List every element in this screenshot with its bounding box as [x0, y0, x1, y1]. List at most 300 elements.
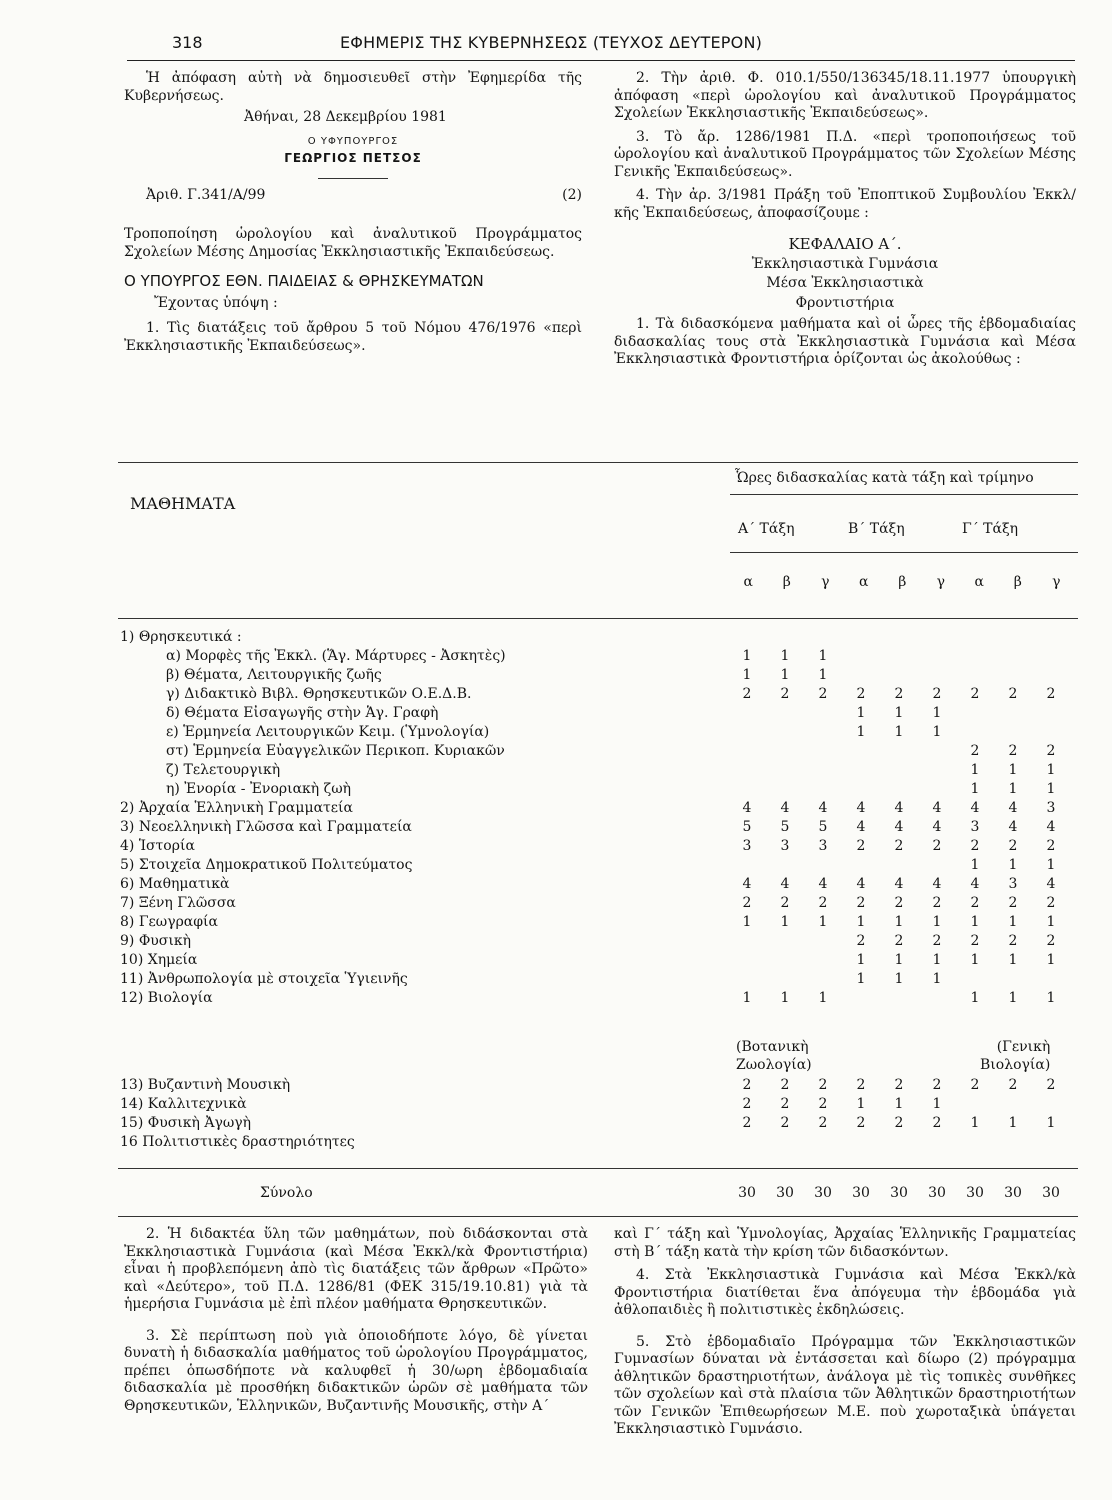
hours-cell: 1	[780, 667, 790, 683]
hours-cell: 2	[1046, 1077, 1056, 1093]
paragraph-2: 2. Ἡ διδακτέα ὕλη τῶν μαθημάτων, ποὺ διδάσκονται στὰ Ἐκκλησιαστικὰ Γυμνάσια (καὶ Μέσα Ἐκκλ/κὰ Φροντιστήρια) εἶναι ἡ προβλεπόμενη ἀπὸ τὶς διατάξεις τῶν ἄρθρων «Πρῶτο» καὶ «Δεύτερο», τοῦ Π.Δ. 1286/81 (ΦΕΚ 315/19.10.81) γιὰ τὰ ἡμερήσια Γυμνάσια μὲ ἐπὶ πλέον μαθήματα Θρησκευτικῶν.	[124, 1226, 588, 1312]
hours-cell	[766, 970, 804, 989]
term-header: α	[743, 574, 753, 590]
subject-label: 7) Ξένη Γλῶσσα	[120, 895, 236, 911]
hours-cell: 2	[894, 1077, 904, 1093]
hours-cell: 1	[780, 914, 790, 930]
subject-label: 5) Στοιχεῖα Δημοκρατικοῦ Πολιτεύματος	[120, 857, 413, 873]
hours-cell	[804, 761, 842, 780]
hours-cell	[994, 723, 1032, 742]
hours-cell: 2	[894, 895, 904, 911]
table-row	[118, 742, 1070, 761]
hours-cell	[728, 951, 766, 970]
hours-cell: 4	[932, 800, 942, 816]
hours-cell	[880, 628, 918, 647]
hours-cell	[956, 666, 994, 685]
chapter-subheading-3: Φροντιστήρια	[795, 294, 895, 311]
subject-label: 3) Νεοελληνικὴ Γλῶσσα καὶ Γραμματεία	[120, 819, 412, 835]
hours-cell: 2	[1008, 838, 1018, 854]
hours-cell: 2	[1008, 933, 1018, 949]
subject-label: γ) Διδακτικὸ Βιβλ. Θρησκευτικῶν Ο.Ε.Δ.Β.	[166, 686, 472, 702]
hours-cell: 2	[742, 1096, 752, 1112]
hours-cell: 1	[742, 648, 752, 664]
totals-row	[118, 1184, 1070, 1203]
table-row	[118, 685, 1070, 704]
hours-cell: 5	[742, 819, 752, 835]
hours-cell: 4	[856, 876, 866, 892]
having-regard: Ἔχοντας ὑπόψη :	[154, 294, 278, 311]
hours-cell: 2	[780, 1096, 790, 1112]
term-header: β	[782, 574, 791, 590]
hours-cell	[918, 780, 956, 799]
hours-cell	[804, 970, 842, 989]
hours-cell: 4	[742, 800, 752, 816]
term-header: γ	[1052, 574, 1061, 590]
hours-cell: 2	[856, 838, 866, 854]
hours-cell: 1	[932, 952, 942, 968]
hours-cell: 5	[780, 819, 790, 835]
hours-cell: 2	[818, 1077, 828, 1093]
gazette-title: ΕΦΗΜΕΡΙΣ ΤΗΣ ΚΥΒΕΡΝΗΣΕΩΣ (ΤΕΥΧΟΣ ΔΕΥΤΕΡΟΝ)	[340, 33, 763, 52]
hours-cell	[842, 856, 880, 875]
hours-cell	[766, 704, 804, 723]
hours-cell	[918, 742, 956, 761]
hours-cell	[804, 704, 842, 723]
regard-item-4: 4. Τὴν ἀρ. 3/1981 Πράξη τοῦ Ἐποπτικοῦ Συμβουλίου Ἐκκλ/κῆς Ἐκπαιδεύσεως, ἀποφασίζουμε :	[614, 187, 1076, 221]
hours-cell	[918, 1133, 956, 1152]
hours-cell: 4	[742, 876, 752, 892]
regard-item-3: 3. Τὸ ἄρ. 1286/1981 Π.Δ. «περὶ τροποποιήσεως τοῦ ὡρολογίου καὶ ἀναλυτικοῦ Προγράμματος τῶν Σχολείων Μέσης Γενικῆς Ἐκπαιδεύσεως».	[614, 128, 1076, 180]
lower-left-column	[124, 1226, 588, 1415]
hours-cell: 1	[970, 781, 980, 797]
table-row	[118, 856, 1070, 875]
hours-cell: 1	[932, 724, 942, 740]
hours-cell	[956, 647, 994, 666]
hours-cell: 1	[894, 952, 904, 968]
hours-cell: 2	[970, 743, 980, 759]
hours-cell: 1	[1008, 990, 1018, 1006]
table-row	[118, 761, 1070, 780]
term-header: β	[898, 574, 907, 590]
hours-cell: 4	[932, 819, 942, 835]
hours-cell: 2	[894, 933, 904, 949]
hours-cell: 2	[742, 895, 752, 911]
chapter-subheading-1: Ἐκκλησιαστικὰ Γυμνάσια	[751, 255, 939, 272]
hours-cell: 1	[742, 914, 752, 930]
hours-header: Ὧρες διδασκαλίας κατὰ τάξη καὶ τρίμηνο	[735, 470, 1034, 486]
hours-cell	[804, 780, 842, 799]
hours-cell	[728, 742, 766, 761]
table-bottom-rule	[118, 1168, 1078, 1169]
total-cell: 30	[966, 1185, 984, 1201]
hours-cell: 2	[970, 838, 980, 854]
hours-cell	[766, 856, 804, 875]
hours-cell: 1	[1046, 762, 1056, 778]
hours-cell: 2	[894, 686, 904, 702]
term-header: γ	[936, 574, 945, 590]
table-row	[118, 723, 1070, 742]
total-cell: 30	[890, 1185, 908, 1201]
hours-cell: 3	[1046, 800, 1056, 816]
hours-cell: 1	[818, 648, 828, 664]
hours-cell	[728, 970, 766, 989]
hours-cell: 1	[932, 914, 942, 930]
table-row	[118, 970, 1070, 989]
hours-cell	[994, 1133, 1032, 1152]
totals-rule	[118, 1216, 1078, 1217]
class-header-a: Α΄ Τάξη	[738, 521, 795, 537]
hours-cell: 2	[856, 1077, 866, 1093]
hours-cell: 1	[1046, 1115, 1056, 1131]
hours-cell	[880, 742, 918, 761]
hours-cell: 1	[970, 762, 980, 778]
subject-label: β) Θέματα, Λειτουργικῆς ζωῆς	[166, 667, 382, 683]
hours-cell: 1	[856, 971, 866, 987]
subject-label: 14) Καλλιτεχνικὰ	[120, 1096, 247, 1112]
hours-cell: 2	[894, 838, 904, 854]
subject-label: στ) Ἑρμηνεία Εὐαγγελικῶν Περικοπ. Κυριακῶν	[166, 743, 505, 759]
decision-index: (2)	[562, 186, 582, 203]
decision-heading	[124, 187, 582, 205]
hours-cell: 1	[894, 971, 904, 987]
hours-cell	[728, 628, 766, 647]
table-row	[118, 704, 1070, 723]
hours-cell: 4	[970, 800, 980, 816]
paragraph-5: 5. Στὸ ἑβδομαδιαῖο Πρόγραμμα τῶν Ἐκκλησιαστικῶν Γυμνασίων δύναται νὰ ἐντάσσεται καὶ δίωρο (2) πρόγραμμα ἀθλητικῶν δραστηριοτήτων, ἀνάλογα μὲ τὶς τοπικὲς συνθῆκες τῶν σχολείων καὶ στὰ πλαίσια τῶν Ἀθλητικῶν δραστηριοτήτων τῶν Γενικῶν Ἐπιθεωρήσεων Μ.Ε. ποὺ χωροταξικὰ ὑπάγεται Ἐκκλησιαστικὸ Γυμνάσιο.	[614, 1333, 1076, 1437]
hours-cell: 2	[856, 686, 866, 702]
hours-cell: 1	[970, 857, 980, 873]
hours-cell: 4	[970, 876, 980, 892]
hours-cell	[994, 647, 1032, 666]
hours-cell: 2	[780, 686, 790, 702]
hours-cell	[804, 932, 842, 951]
hours-cell: 1	[932, 971, 942, 987]
regard-item-1: 1. Τὶς διατάξεις τοῦ ἄρθρου 5 τοῦ Νόμου 476/1976 «περὶ Ἐκκλησιαστικῆς Ἐκπαιδεύσεως».	[124, 320, 582, 354]
subject-label: 12) Βιολογία	[120, 990, 213, 1006]
hours-table	[118, 628, 1070, 1008]
paragraph-1: 1. Τὰ διδασκόμενα μαθήματα καὶ οἱ ὧρες τῆς ἑβδομαδιαίας διδασκαλίας τους στὰ Ἐκκλησιαστικὰ Γυμνάσια καὶ Μέσα Ἐκκλησιαστικὰ Φροντιστήρια ὁρίζονται ὡς ἀκολούθως :	[614, 316, 1076, 367]
hours-cell: 1	[894, 1096, 904, 1112]
hours-cell	[728, 780, 766, 799]
hours-cell	[1032, 628, 1070, 647]
hours-cell: 4	[1046, 819, 1056, 835]
hours-cell	[880, 1133, 918, 1152]
hours-cell: 1	[818, 990, 828, 1006]
hours-cell	[1032, 647, 1070, 666]
signer-title: Ο ΥΦΥΠΟΥΡΓΟΣ	[307, 135, 399, 147]
hours-cell	[728, 704, 766, 723]
hours-cell: 2	[780, 1077, 790, 1093]
hours-cell: 4	[1046, 876, 1056, 892]
biology-note-c	[980, 1038, 1050, 1074]
paragraph-4: 4. Στὰ Ἐκκλησιαστικὰ Γυμνάσια καὶ Μέσα Ἐκκλ/κὰ Φροντιστήρια διατίθεται ἕνα ἀπόγευμα τὴν ἑβδομάδα γιὰ ἀθλοπαιδιὲς ἢ πολιτιστικὲς ἐκδηλώσεις.	[614, 1267, 1076, 1318]
subject-label: α) Μορφὲς τῆς Ἐκκλ. (Ἅγ. Μάρτυρες - Ἀσκητὲς)	[166, 648, 506, 664]
hours-cell: 2	[932, 838, 942, 854]
hours-cell	[804, 723, 842, 742]
hours-cell	[880, 780, 918, 799]
decision-number: Ἀριθ. Γ.341/Α/99	[146, 186, 266, 203]
subject-label: 16 Πολιτιστικὲς δραστηριότητες	[120, 1134, 355, 1150]
hours-cell: 4	[856, 819, 866, 835]
hours-cell	[918, 989, 956, 1008]
class-header-rule	[730, 552, 1078, 553]
hours-cell: 2	[1046, 895, 1056, 911]
hours-cell: 2	[932, 1115, 942, 1131]
hours-cell: 1	[970, 914, 980, 930]
hours-cell: 4	[894, 819, 904, 835]
hours-cell	[918, 628, 956, 647]
hours-cell	[994, 704, 1032, 723]
hours-cell: 1	[1046, 857, 1056, 873]
hours-cell	[766, 761, 804, 780]
subject-label: 2) Ἀρχαία Ἑλληνικὴ Γραμματεία	[120, 800, 353, 816]
hours-cell: 1	[780, 990, 790, 1006]
hours-cell: 1	[1046, 990, 1056, 1006]
hours-cell: 1	[818, 667, 828, 683]
signature-divider	[318, 178, 388, 179]
hours-cell	[1032, 1133, 1070, 1152]
hours-cell: 2	[818, 895, 828, 911]
hours-cell	[956, 970, 994, 989]
hours-cell	[842, 989, 880, 1008]
hours-cell: 2	[970, 686, 980, 702]
totals-row-table	[118, 1184, 1070, 1203]
hours-cell	[766, 951, 804, 970]
hours-cell: 2	[818, 1115, 828, 1131]
table-row	[118, 647, 1070, 666]
hours-cell: 4	[932, 876, 942, 892]
hours-cell: 1	[932, 705, 942, 721]
subject-label: ζ) Τελετουργικὴ	[166, 762, 281, 778]
signer-name: ΓΕΩΡΓΙΟΣ ΠΕΤΣΟΣ	[284, 151, 422, 165]
hours-cell: 2	[932, 686, 942, 702]
paragraph-3: 3. Σὲ περίπτωση ποὺ γιὰ ὁποιοδήποτε λόγο, δὲ γίνεται δυνατὴ ἡ διδασκαλία μαθήματος τοῦ ὡρολογίου Προγράμματος, πρέπει ὁπωσδήποτε νὰ καλυφθεῖ ἡ 30/ωρη ἑβδομαδιαία διδασκαλία μὲ προσθήκη διδακτικῶν ὡρῶν σὲ μαθήματα τῶν Θρησκευτικῶν, Ἑλληνικῶν, Βυζαντινῆς Μουσικῆς, στὴν Α΄	[124, 1327, 588, 1414]
hours-cell	[1032, 970, 1070, 989]
subject-label: 11) Ἀνθρωπολογία μὲ στοιχεῖα Ὑγιεινῆς	[120, 971, 408, 987]
hours-cell	[994, 666, 1032, 685]
hours-cell: 2	[742, 1077, 752, 1093]
hours-header-rule	[730, 494, 1078, 495]
hours-cell	[994, 628, 1032, 647]
hours-cell: 2	[932, 1077, 942, 1093]
term-headers	[729, 574, 1076, 592]
chapter-subheading-2: Μέσα Ἐκκλησιαστικὰ	[766, 275, 924, 291]
table-row	[118, 818, 1070, 837]
table-row	[118, 989, 1070, 1008]
hours-cell: 4	[856, 800, 866, 816]
table-top-rule	[118, 462, 1078, 463]
hours-cell	[956, 628, 994, 647]
hours-cell: 2	[742, 1115, 752, 1131]
hours-cell: 2	[856, 1115, 866, 1131]
hours-cell	[918, 761, 956, 780]
hours-cell	[842, 742, 880, 761]
biology-note-c-line2: Βιολογία)	[980, 1057, 1051, 1073]
place-date: Ἀθήναι, 28 Δεκεμβρίου 1981	[244, 109, 447, 125]
hours-cell	[1032, 723, 1070, 742]
total-cell: 30	[1042, 1185, 1060, 1201]
decision-subject: Τροποποίηση ὡρολογίου καὶ ἀναλυτικοῦ Προγράμματος Σχολείων Μέσης Δημοσίας Ἐκκλησιαστικῆς Ἐκπαιδεύσεως.	[124, 226, 582, 260]
biology-note-a-line2: Ζωολογία)	[736, 1057, 812, 1073]
hours-cell: 1	[856, 705, 866, 721]
hours-cell: 1	[1046, 952, 1056, 968]
hours-cell: 5	[818, 819, 828, 835]
total-cell: 30	[852, 1185, 870, 1201]
hours-cell: 2	[1008, 895, 1018, 911]
regard-item-2: 2. Τὴν ἀριθ. Φ. 010.1/550/136345/18.11.1977 ὑπουργικὴ ἀπόφαση «περὶ ὡρολογίου καὶ ἀναλυτικοῦ Προγράμματος Σχολείων Ἐκκλησιαστικῆς Ἐκπαιδεύσεως».	[614, 70, 1076, 121]
hours-cell: 1	[1008, 952, 1018, 968]
hours-cell	[956, 704, 994, 723]
header-rule	[127, 60, 1075, 61]
page-number: 318	[172, 33, 203, 52]
hours-cell	[956, 723, 994, 742]
hours-cell: 1	[970, 1115, 980, 1131]
hours-cell: 2	[932, 933, 942, 949]
table-row	[118, 799, 1070, 818]
hours-cell: 1	[970, 952, 980, 968]
hours-cell	[956, 1095, 994, 1114]
hours-cell	[842, 647, 880, 666]
hours-cell: 2	[1008, 1077, 1018, 1093]
hours-cell: 1	[856, 1096, 866, 1112]
hours-cell: 4	[818, 876, 828, 892]
table-row	[118, 1095, 1070, 1114]
hours-cell	[804, 856, 842, 875]
subject-label: 15) Φυσικὴ Ἀγωγὴ	[120, 1115, 251, 1131]
hours-cell	[918, 666, 956, 685]
table-row	[118, 628, 1070, 647]
table-row	[118, 837, 1070, 856]
hours-cell: 3	[780, 838, 790, 854]
hours-cell	[1032, 704, 1070, 723]
hours-cell: 4	[780, 800, 790, 816]
hours-cell: 1	[932, 1096, 942, 1112]
hours-cell: 1	[1008, 762, 1018, 778]
hours-cell	[766, 780, 804, 799]
hours-cell: 1	[1008, 781, 1018, 797]
hours-cell	[880, 856, 918, 875]
subjects-header: ΜΑΘΗΜΑΤΑ	[130, 494, 236, 513]
hours-cell: 1	[742, 667, 752, 683]
term-header: β	[1013, 574, 1022, 590]
hours-cell	[918, 856, 956, 875]
hours-cell	[766, 932, 804, 951]
hours-cell: 2	[818, 1096, 828, 1112]
hours-cell: 1	[1046, 914, 1056, 930]
subject-label: 9) Φυσικὴ	[120, 933, 191, 949]
class-header-c: Γ΄ Τάξη	[962, 521, 1019, 537]
hours-cell: 2	[1008, 743, 1018, 759]
hours-cell: 1	[742, 990, 752, 1006]
hours-cell: 4	[818, 800, 828, 816]
table-row	[118, 666, 1070, 685]
hours-cell: 1	[1008, 1115, 1018, 1131]
hours-cell: 2	[742, 686, 752, 702]
hours-cell	[918, 647, 956, 666]
hours-cell	[842, 780, 880, 799]
subject-label: 6) Μαθηματικὰ	[120, 876, 230, 892]
hours-cell	[842, 1133, 880, 1152]
subject-label: 8) Γεωγραφία	[120, 914, 218, 930]
hours-cell	[766, 742, 804, 761]
lower-right-column	[614, 1226, 1076, 1439]
subject-label: ε) Ἑρμηνεία Λειτουργικῶν Κειμ. (Ὑμνολογία)	[166, 724, 490, 740]
total-cell: 30	[928, 1185, 946, 1201]
total-label: Σύνολο	[260, 1185, 313, 1201]
hours-cell	[842, 628, 880, 647]
hours-cell	[804, 742, 842, 761]
hours-cell	[880, 647, 918, 666]
hours-cell: 1	[894, 724, 904, 740]
hours-cell: 2	[1046, 743, 1056, 759]
hours-cell	[880, 666, 918, 685]
upper-right-column	[614, 70, 1076, 369]
hours-cell: 2	[894, 1115, 904, 1131]
table-row	[118, 780, 1070, 799]
hours-cell: 3	[1008, 876, 1018, 892]
hours-cell	[1032, 666, 1070, 685]
hours-cell: 1	[856, 952, 866, 968]
total-cell: 30	[814, 1185, 832, 1201]
table-header-rule	[118, 618, 1078, 619]
hours-cell: 3	[970, 819, 980, 835]
subject-label: 1) Θρησκευτικά :	[120, 629, 242, 645]
hours-cell: 1	[856, 724, 866, 740]
minister-heading: Ο ΥΠΟΥΡΓΟΣ ΕΘΝ. ΠΑΙΔΕΙΑΣ & ΘΡΗΣΚΕΥΜΑΤΩΝ	[124, 272, 484, 290]
table-row	[118, 875, 1070, 894]
hours-cell: 2	[1008, 686, 1018, 702]
subject-label: 4) Ἱστορία	[120, 838, 195, 854]
table-row	[118, 1076, 1070, 1095]
hours-cell: 2	[780, 1115, 790, 1131]
table-row	[118, 894, 1070, 913]
hours-cell: 2	[932, 895, 942, 911]
hours-cell: 2	[856, 933, 866, 949]
hours-cell	[728, 1133, 766, 1152]
hours-cell	[728, 932, 766, 951]
table-row	[118, 932, 1070, 951]
hours-cell	[994, 970, 1032, 989]
hours-cell: 2	[970, 933, 980, 949]
total-cell: 30	[1004, 1185, 1022, 1201]
table-row	[118, 1114, 1070, 1133]
hours-cell	[766, 628, 804, 647]
publish-note: Ἡ ἀπόφαση αὐτὴ νὰ δημοσιευθεῖ στὴν Ἐφημερίδα τῆς Κυβερνήσεως.	[124, 70, 582, 104]
hours-cell: 2	[970, 895, 980, 911]
hours-cell: 3	[818, 838, 828, 854]
hours-cell: 1	[1008, 857, 1018, 873]
subject-label: η) Ἐνορία - Ἐνοριακὴ ζωὴ	[166, 781, 352, 797]
table-row	[118, 913, 1070, 932]
term-header: α	[859, 574, 869, 590]
total-cell: 30	[738, 1185, 756, 1201]
hours-cell: 4	[894, 876, 904, 892]
hours-cell: 1	[894, 705, 904, 721]
hours-cell: 2	[1046, 933, 1056, 949]
hours-cell: 4	[780, 876, 790, 892]
subject-label: 13) Βυζαντινὴ Μουσικὴ	[120, 1077, 291, 1093]
table-row	[118, 1133, 1070, 1152]
hours-cell: 3	[742, 838, 752, 854]
hours-cell: 1	[1046, 781, 1056, 797]
hours-cell: 1	[970, 990, 980, 1006]
hours-cell	[842, 666, 880, 685]
hours-cell: 2	[856, 895, 866, 911]
hours-cell: 1	[1008, 914, 1018, 930]
hours-cell	[956, 1133, 994, 1152]
hours-cell	[880, 761, 918, 780]
hours-cell	[766, 1133, 804, 1152]
